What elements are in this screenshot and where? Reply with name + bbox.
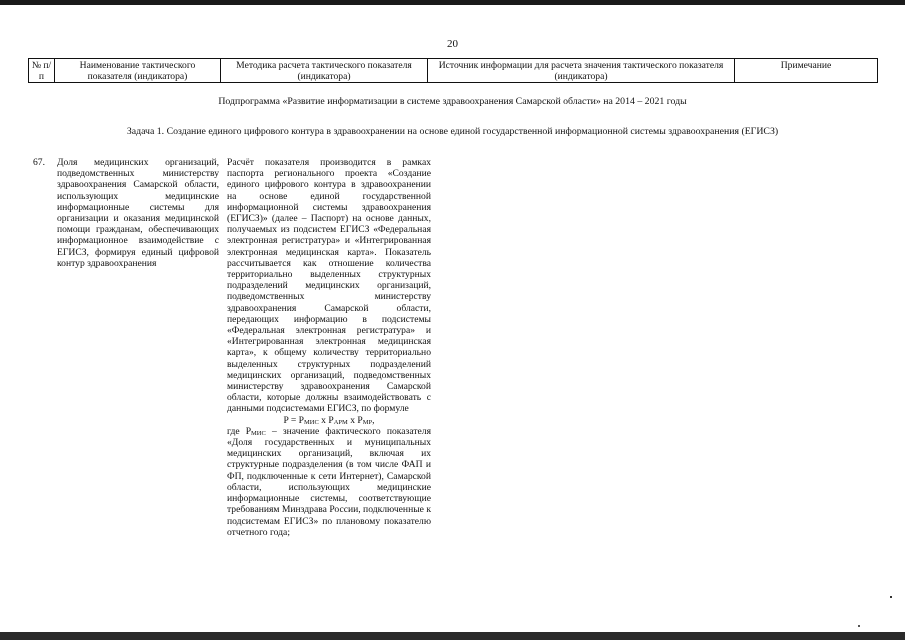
calculation-method — [227, 157, 431, 538]
method-paragraph: Расчёт показателя производится в рамках паспорта регионального проекта «Создание единого цифрового контура в здравоохранении на основе единой государственной информационной системы здравоохранения (ЕГИСЗ)» (далее – Паспорт) на основе данных, получаемых из подсистем ЕГИСЗ «Федеральная электронная регистратура» и «Интегрированная электронная медицинская карта». Показатель рассчитывается как отношение количества территориально выделенных структурных подразделений медицинских организаций, подведомственных министерству здравоохранения Самарской области, передающих информацию в подсистемы «Федеральная электронная регистратура» и «Интегрированная электронная медицинская карта», к общему количеству территориально выделенных структурных подразделений медицинских организаций, подведомственных министерству здравоохранения Самарской области, которые должны взаимодействовать с данными подсистемами ЕГИСЗ, по формуле — [227, 157, 431, 415]
indicator-name: Доля медицинских организаций, подведомственных министерству здравоохранения Самарской области, использующих медицинские информационные системы для организации и оказания медицинской помощи гражданам, обеспечивающих информационное взаимодействие с ЕГИСЗ, формируя единый цифровой контур здравоохранения — [57, 157, 219, 269]
page-number: 20 — [447, 38, 458, 50]
table-header — [28, 58, 878, 83]
header-col-name: Наименование тактического показателя (индикатора) — [55, 59, 221, 83]
top-border — [0, 0, 905, 5]
header-col-source: Источник информации для расчета значения тактического показателя (индикатора) — [428, 59, 735, 83]
subprogram-title: Подпрограмма «Развитие информатизации в системе здравоохранения Самарской области» на 2014 – 2021 годы — [218, 96, 687, 107]
row-number: 67. — [33, 157, 45, 168]
task-title: Задача 1. Создание единого цифрового контура в здравоохранении на основе единой государственной информационной системы здравоохранения (ЕГИСЗ) — [126, 126, 779, 137]
header-col-method: Методика расчета тактического показателя (индикатора) — [221, 59, 428, 83]
header-col-number: № п/п — [29, 59, 55, 83]
scan-speck — [890, 596, 892, 598]
header-col-note: Примечание — [735, 59, 878, 83]
scan-speck — [858, 625, 860, 627]
formula-explanation: где $P_{МИС}$ – значение фактического показателя «Доля государственных и муниципальных медицинских организаций, включая их структурные подразделения (в том числе ФАП и ФП, подключенные к сети Интернет), Самарской области, использующих медицинские информационные системы, соответствующие требованиям Минздрава России, подключенные к подсистемам ЕГИСЗ» по плановому показателю отчетного года; — [227, 425, 431, 538]
formula: $P = P_{МИС}$ x $P_{АРМ}$ x $P_{МР}$, — [283, 414, 375, 426]
bottom-border — [0, 632, 905, 640]
